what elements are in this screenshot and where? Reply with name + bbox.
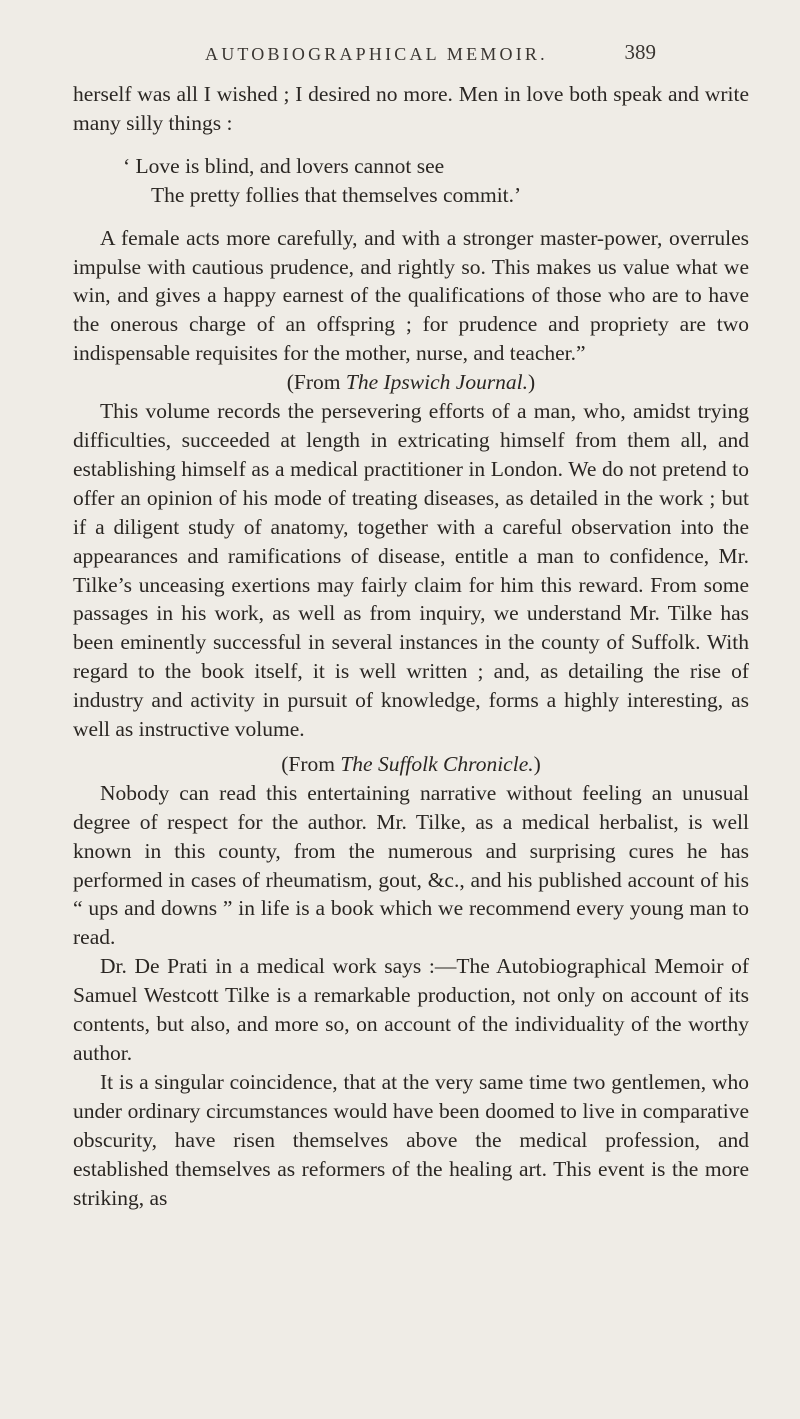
paragraph-continuation: herself was all I wished ; I desired no more. Men in love both speak and write many silly things : bbox=[73, 82, 749, 135]
page-body bbox=[73, 80, 749, 1212]
source-heading-ipswich bbox=[73, 368, 749, 397]
verse-line: The pretty follies that themselves commit.’ bbox=[151, 182, 522, 207]
paragraph: It is a singular coincidence, that at the very same time two gentlemen, who under ordinary circumstances would have been doomed to live in comparative obscurity, have risen themselves above the medical profession, and established themselves as reformers of the healing art. This event is the more striking, as bbox=[73, 1069, 749, 1210]
source-suffix: ) bbox=[533, 751, 541, 776]
paragraph: Nobody can read this entertaining narrative without feeling an unusual degree of respect for the author. Mr. Tilke, as a medical herbalist, is well known in this county, from the numerous and surprising cures he has performed in cases of rheumatism, gout, &c., and his published account of his “ ups and downs ” in life is a book which we recommend every young man to read. bbox=[73, 780, 749, 950]
source-title: The Ipswich Journal. bbox=[345, 370, 529, 395]
source-suffix: ) bbox=[528, 370, 536, 395]
paragraph: A female acts more carefully, and with a stronger master-power, overrules impulse with cautious prudence, and rightly so. This makes us value what we win, and gives a happy earnest of the qualifications of those who are to have the onerous charge of an offspring ; for prudence and propriety are two indispensable requisites for the mother, nurse, and teacher.” bbox=[73, 225, 749, 366]
verse-quote bbox=[73, 152, 749, 210]
paragraph: Dr. De Prati in a medical work says :—The Autobiographical Memoir of Samuel Westcott Tilke is a remarkable production, not only on account of its contents, but also, and more so, on account of the individuality of the worthy author. bbox=[73, 954, 749, 1065]
running-title: AUTOBIOGRAPHICAL MEMOIR. bbox=[205, 44, 548, 64]
verse-line: ‘ Love is blind, and lovers cannot see bbox=[123, 153, 445, 178]
source-prefix: (From bbox=[286, 370, 346, 395]
paragraph: This volume records the persevering efforts of a man, who, amidst trying difficulties, succeeded at length in extricating himself from them all, and establishing himself as a medical practitioner in London. We do not pretend to offer an opinion of his mode of treating diseases, as detailed in the work ; but if a diligent study of anatomy, together with a careful observation into the appearances and ramifications of disease, entitle a man to confidence, Mr. Tilke’s unceasing exertions may fairly claim for him this reward. From some passages in his work, as well as from inquiry, we understand Mr. Tilke has been eminently successful in several instances in the county of Suffolk. With regard to the book itself, it is well written ; and, as detailing the rise of industry and activity in pursuit of knowledge, forms a highly interesting, as well as instructive volume. bbox=[73, 399, 749, 742]
source-prefix: (From bbox=[281, 751, 341, 776]
page-number: 389 bbox=[624, 40, 656, 64]
source-heading-suffolk bbox=[73, 750, 749, 779]
source-title: The Suffolk Chronicle. bbox=[340, 751, 534, 776]
